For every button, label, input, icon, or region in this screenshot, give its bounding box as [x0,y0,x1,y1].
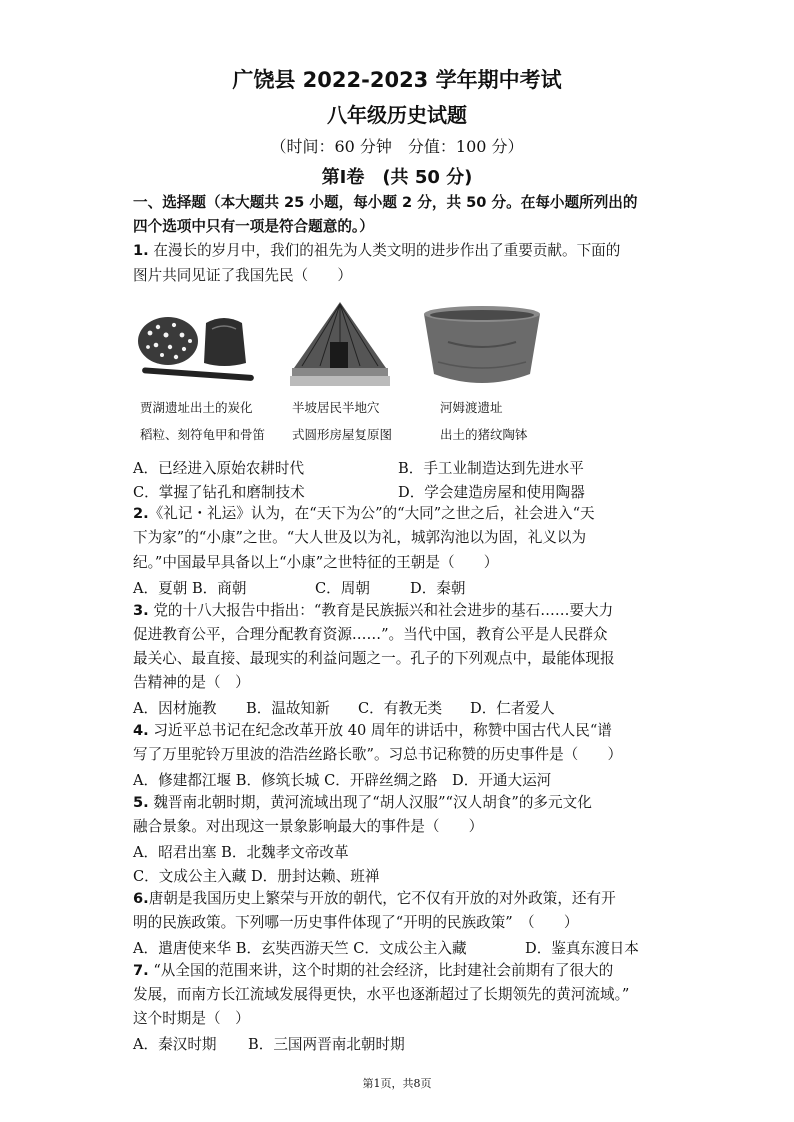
q3-option-a: A．因材施教 [133,700,217,717]
q5-options-row2: C．文成公主入藏 D．册封达赖、班禅 [133,868,380,885]
q7-text: “从全国的范围来讲，这个时期的社会经济，比封建社会前期有了很大的 [148,962,614,979]
q1-option-a: A．已经进入原始农耕时代 [133,460,305,477]
page-footer: 第1页，共8页 [362,1077,432,1090]
q3-stem-line2: 促进教育公平，合理分配教育资源……”。当代中国，教育公平是人民群众 [133,626,608,643]
q7-stem-line2: 发展，而南方长江流域发展得更快，水平也逐渐超过了长期领先的黄河流域。” [133,986,630,1003]
q2-stem-line1 [133,504,673,524]
q4-stem-line1 [133,721,673,741]
exam-title: 广饶县 2022-2023 学年期中考试 [232,68,562,92]
q5-options-row1: A．昭君出塞 B．北魏孝文帝改革 [133,844,349,861]
q3-text: 党的十八大报告中指出：“教育是民族振兴和社会进步的基石……要大力 [148,602,614,619]
q7-option-a: A．秦汉时期 [133,1036,217,1053]
q3-option-d: D．仁者爱人 [470,700,555,717]
q3-number: 3. [133,602,149,619]
q2-option-d: D．秦朝 [410,580,466,597]
q6-option-d: D．鉴真东渡日本 [525,940,639,957]
q2-text: 《礼记・礼运》认为，在“天下为公”的“大同”之世之后，社会进入“天 [148,505,595,522]
q5-number: 5. [133,794,149,811]
q6-stem-line2: 明的民族政策。下列哪一历史事件体现了“开明的民族政策” （ ） [133,914,579,931]
q3-option-c: C．有教无类 [358,700,443,717]
q3-stem-line4: 告精神的是（ ） [133,674,250,691]
jiahu-relics-image [136,305,261,387]
q4-stem-line2: 写了万里驼铃万里波的浩浩丝路长歌”。习总书记称赞的历史事件是（ ） [133,746,623,763]
q3-stem-line1 [133,601,673,621]
q5-stem-line1 [133,793,673,813]
exam-info: （时间：60 分钟 分值：100 分） [270,137,524,156]
caption-1-line1: 贾湖遗址出土的炭化 [140,400,253,415]
caption-3-line2: 出土的猪纹陶钵 [440,427,528,442]
banpo-house-image [290,298,390,390]
q7-number: 7. [133,962,149,979]
q4-options: A．修建都江堰 B．修筑长城 C．开辟丝绸之路 D．开通大运河 [133,772,552,789]
section-instruction-line1: 一、选择题（本大题共 25 小题，每小题 2 分，共 50 分。在每小题所列出的 [133,194,638,211]
q1-option-c: C．掌握了钻孔和磨制技术 [133,484,305,501]
q7-stem-line1 [133,961,673,981]
q6-number: 6. [133,890,149,907]
exam-subtitle: 八年级历史试题 [327,103,467,127]
q1-stem-line1 [133,241,673,261]
q1-text: 在漫长的岁月中，我们的祖先为人类文明的进步作出了重要贡献。下面的 [148,242,621,259]
q2-number: 2. [133,505,149,522]
caption-2-line1: 半坡居民半地穴 [292,400,380,415]
section-instruction-line2: 四个选项中只有一项是符合题意的。） [133,218,374,235]
q1-number: 1. [133,242,149,259]
caption-2-line2: 式圆形房屋复原图 [292,427,393,442]
q2-option-c: C．周朝 [315,580,370,597]
q5-text: 魏晋南北朝时期，黄河流域出现了“胡人汉服”“汉人胡食”的多元文化 [148,794,592,811]
hemudu-pottery-image [418,302,546,390]
q6-stem-line1 [133,889,673,909]
q2-option-ab: A．夏朝 B．商朝 [133,580,247,597]
caption-3-line1: 河姆渡遗址 [440,400,503,415]
q1-option-b: B．手工业制造达到先进水平 [398,460,584,477]
q7-stem-line3: 这个时期是（ ） [133,1010,250,1027]
q6-text: 唐朝是我国历史上繁荣与开放的朝代，它不仅有开放的对外政策，还有开 [148,890,616,907]
q4-number: 4. [133,722,149,739]
part-heading: 第Ⅰ卷 (共 50 分) [321,167,473,188]
q2-stem-line3: 纪。”中国最早具备以上“小康”之世特征的王朝是（ ） [133,554,499,571]
q4-text: 习近平总书记在纪念改革开放 40 周年的讲话中，称赞中国古代人民“谱 [148,722,612,739]
q6-options-abc: A．遣唐使来华 B．玄奘西游天竺 C．文成公主入藏 [133,940,467,957]
caption-1-line2: 稻粒、刻符龟甲和骨笛 [140,427,266,442]
q7-option-b: B．三国两晋南北朝时期 [248,1036,405,1053]
q1-option-d: D．学会建造房屋和使用陶器 [398,484,585,501]
q5-stem-line2: 融合景象。对出现这一景象影响最大的事件是（ ） [133,818,484,835]
q2-stem-line2: 下为家”的“小康”之世。“大人世及以为礼，城郭沟池以为固，礼义以为 [133,529,587,546]
q1-stem-line2: 图片共同见证了我国先民（ ） [133,267,352,284]
q3-stem-line3: 最关心、最直接、最现实的利益问题之一。孔子的下列观点中，最能体现报 [133,650,615,667]
q3-option-b: B．温故知新 [246,700,330,717]
